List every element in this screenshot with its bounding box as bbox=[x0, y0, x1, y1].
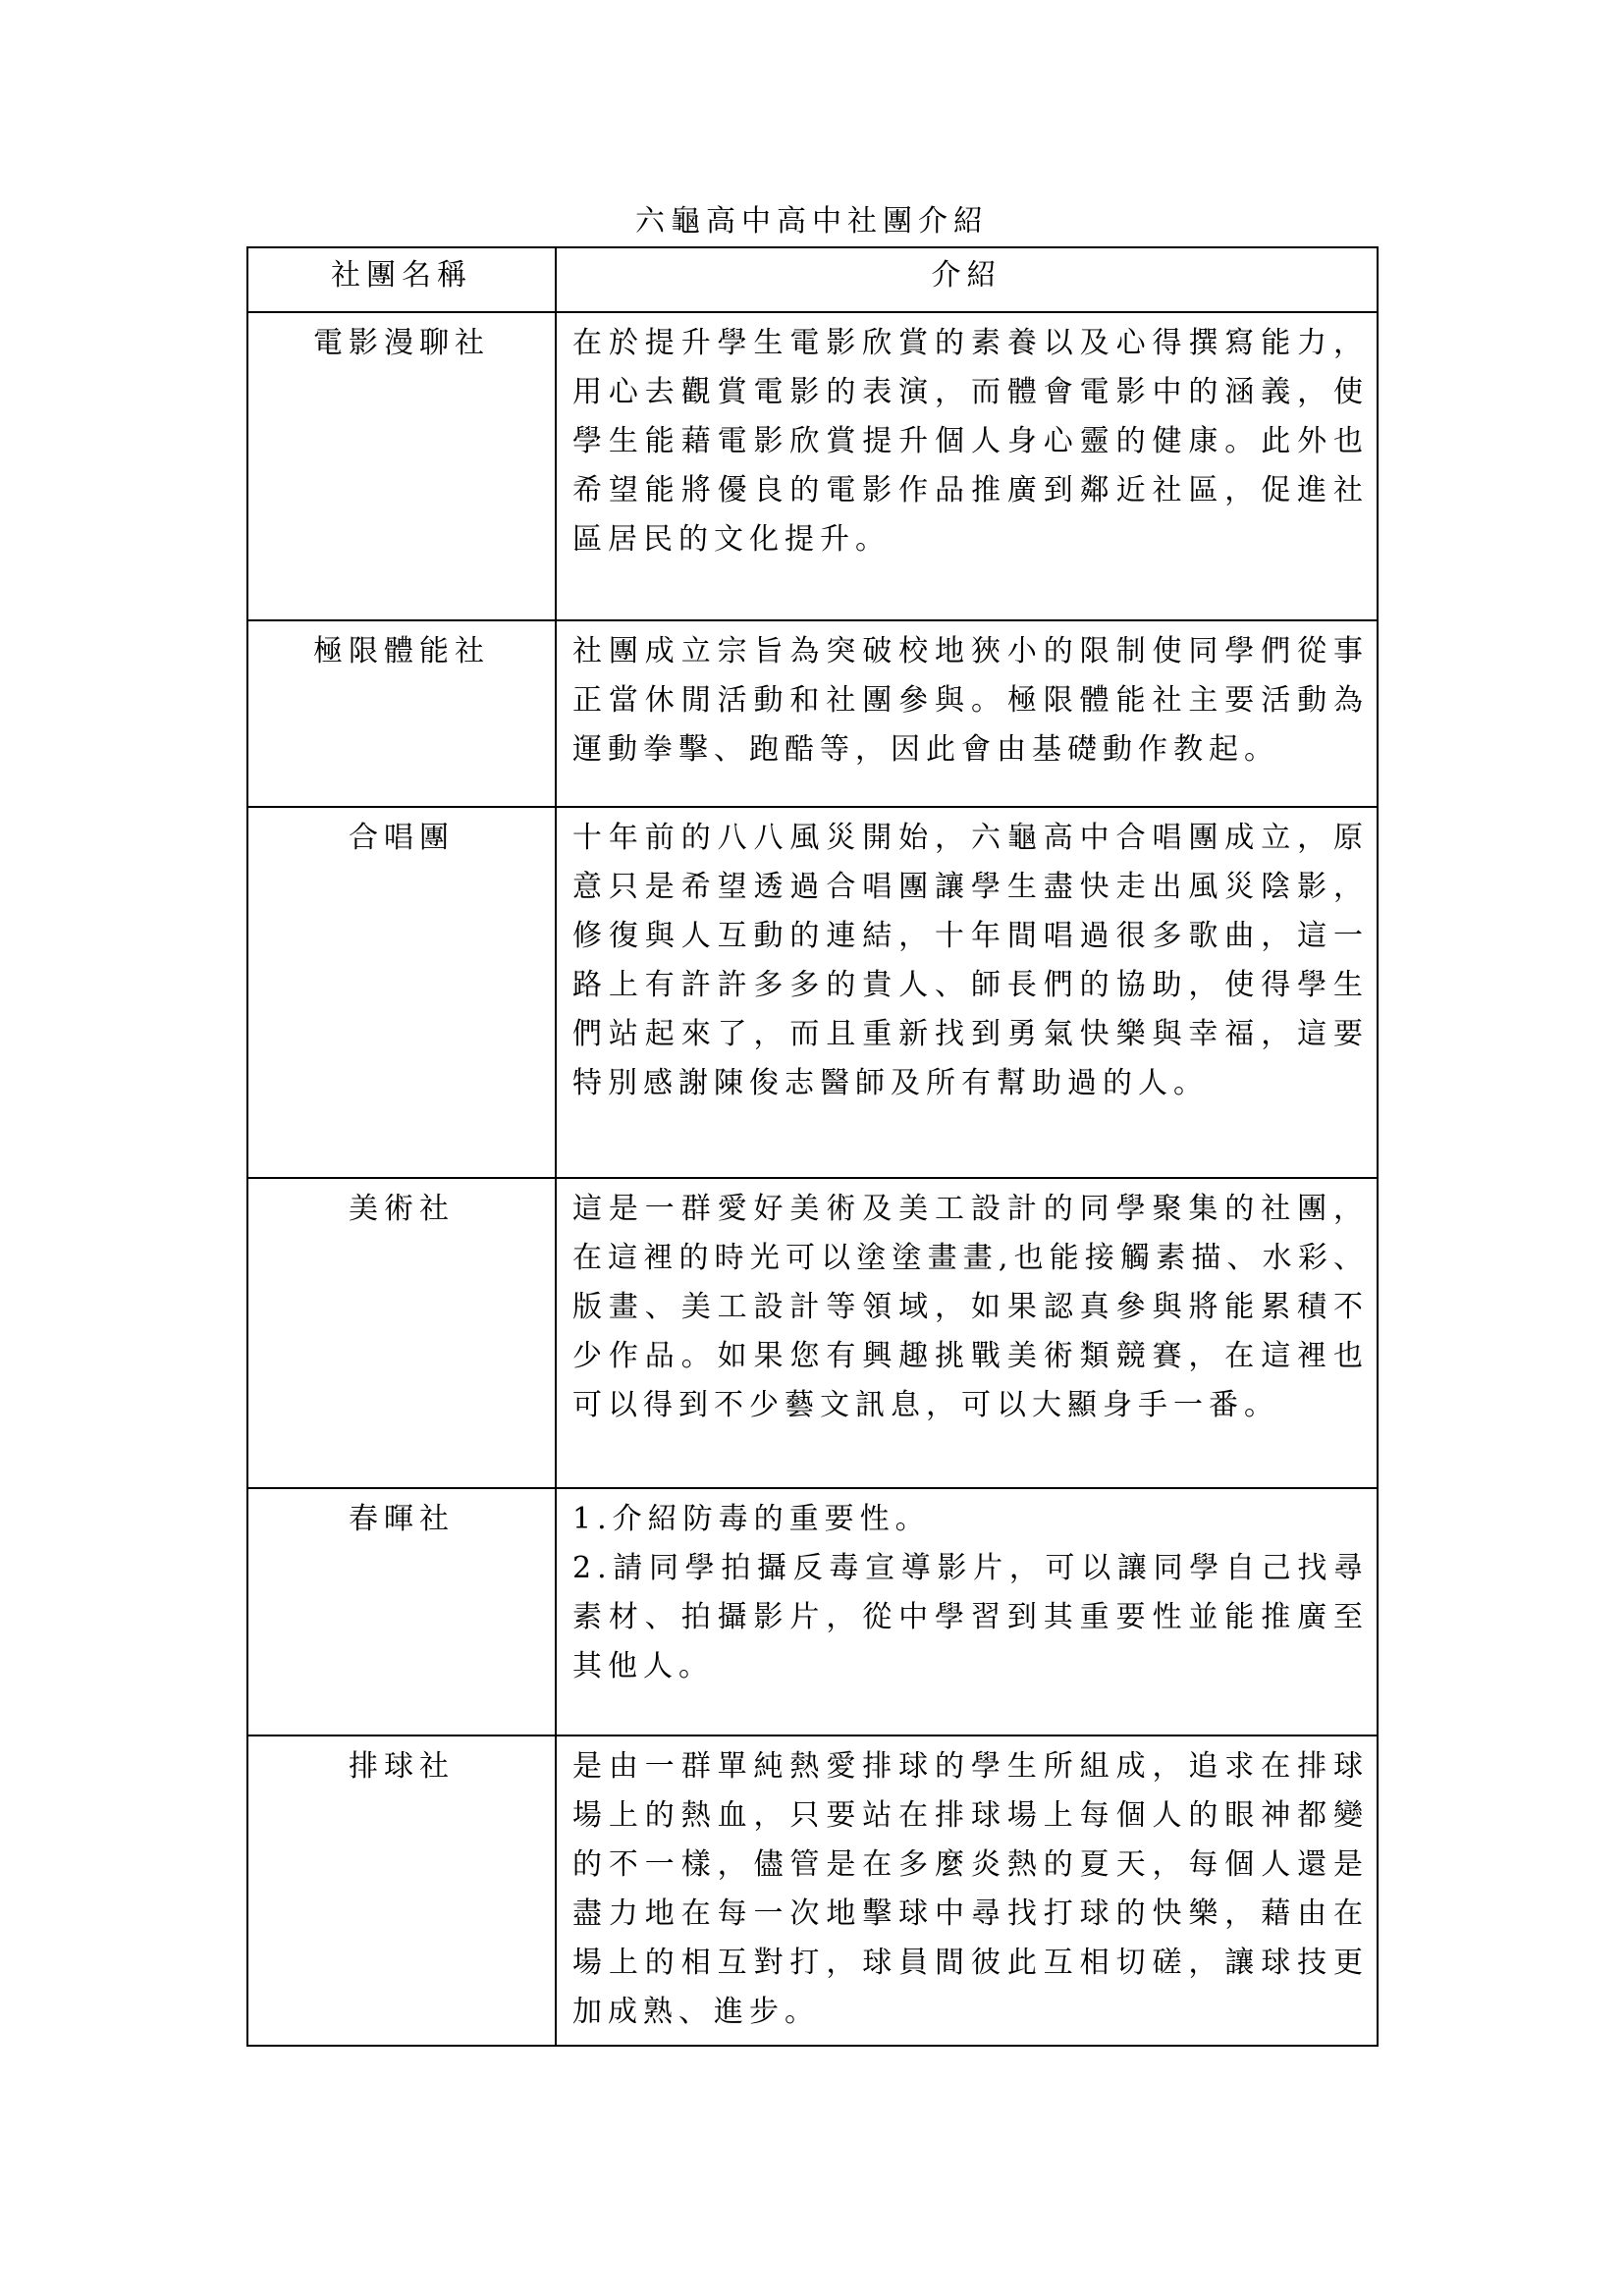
table-row bbox=[247, 807, 1378, 1178]
club-description: 這是一群愛好美術及美工設計的同學聚集的社團，在這裡的時光可以塗塗畫畫,也能接觸素描、水彩、版畫、美工設計等領域，如果認真參與將能累積不少作品。如果您有興趣挑戰美術類競賽，在這裡也可以得到不少藝文訊息，可以大顯身手一番。 bbox=[556, 1178, 1378, 1488]
table-row bbox=[247, 1488, 1378, 1735]
club-description: 十年前的八八風災開始，六龜高中合唱團成立，原意只是希望透過合唱團讓學生盡快走出風災陰影，修復與人互動的連結，十年間唱過很多歌曲，這一路上有許許多多的貴人、師長們的協助，使得學生們站起來了，而且重新找到勇氣快樂與幸福，這要特別感謝陳俊志醫師及所有幫助過的人。 bbox=[556, 807, 1378, 1178]
table-row bbox=[247, 1735, 1378, 2046]
club-table bbox=[246, 246, 1379, 2047]
table-row bbox=[247, 1178, 1378, 1488]
document-title: 六龜高中高中社團介紹 bbox=[635, 204, 989, 239]
description-line: 2.請同學拍攝反毒宣導影片，可以讓同學自己找尋素材、拍攝影片，從中學習到其重要性並能推廣至其他人。 bbox=[572, 1551, 1369, 1683]
club-name: 合唱團 bbox=[247, 807, 556, 1178]
club-description bbox=[556, 1488, 1378, 1735]
club-name: 電影漫聊社 bbox=[247, 312, 556, 620]
club-description: 是由一群單純熱愛排球的學生所組成，追求在排球場上的熱血，只要站在排球場上每個人的眼神都變的不一樣，儘管是在多麼炎熱的夏天，每個人還是盡力地在每一次地擊球中尋找打球的快樂，藉由在場上的相互對打，球員間彼此互相切磋，讓球技更加成熟、進步。 bbox=[556, 1735, 1378, 2046]
header-club-name: 社團名稱 bbox=[247, 247, 556, 312]
club-name: 美術社 bbox=[247, 1178, 556, 1488]
table-row bbox=[247, 620, 1378, 807]
club-name: 極限體能社 bbox=[247, 620, 556, 807]
description-line: 1.介紹防毒的重要性。 bbox=[572, 1502, 931, 1536]
club-description: 社團成立宗旨為突破校地狹小的限制使同學們從事正當休閒活動和社團參與。極限體能社主要活動為運動拳擊、跑酷等，因此會由基礎動作教起。 bbox=[556, 620, 1378, 807]
club-description: 在於提升學生電影欣賞的素養以及心得撰寫能力，用心去觀賞電影的表演，而體會電影中的涵義，使學生能藉電影欣賞提升個人身心靈的健康。此外也希望能將優良的電影作品推廣到鄰近社區，促進社區居民的文化提升。 bbox=[556, 312, 1378, 620]
table-row bbox=[247, 312, 1378, 620]
header-description: 介紹 bbox=[556, 247, 1378, 312]
table-header-row bbox=[247, 247, 1378, 312]
club-name: 春暉社 bbox=[247, 1488, 556, 1735]
club-name: 排球社 bbox=[247, 1735, 556, 2046]
